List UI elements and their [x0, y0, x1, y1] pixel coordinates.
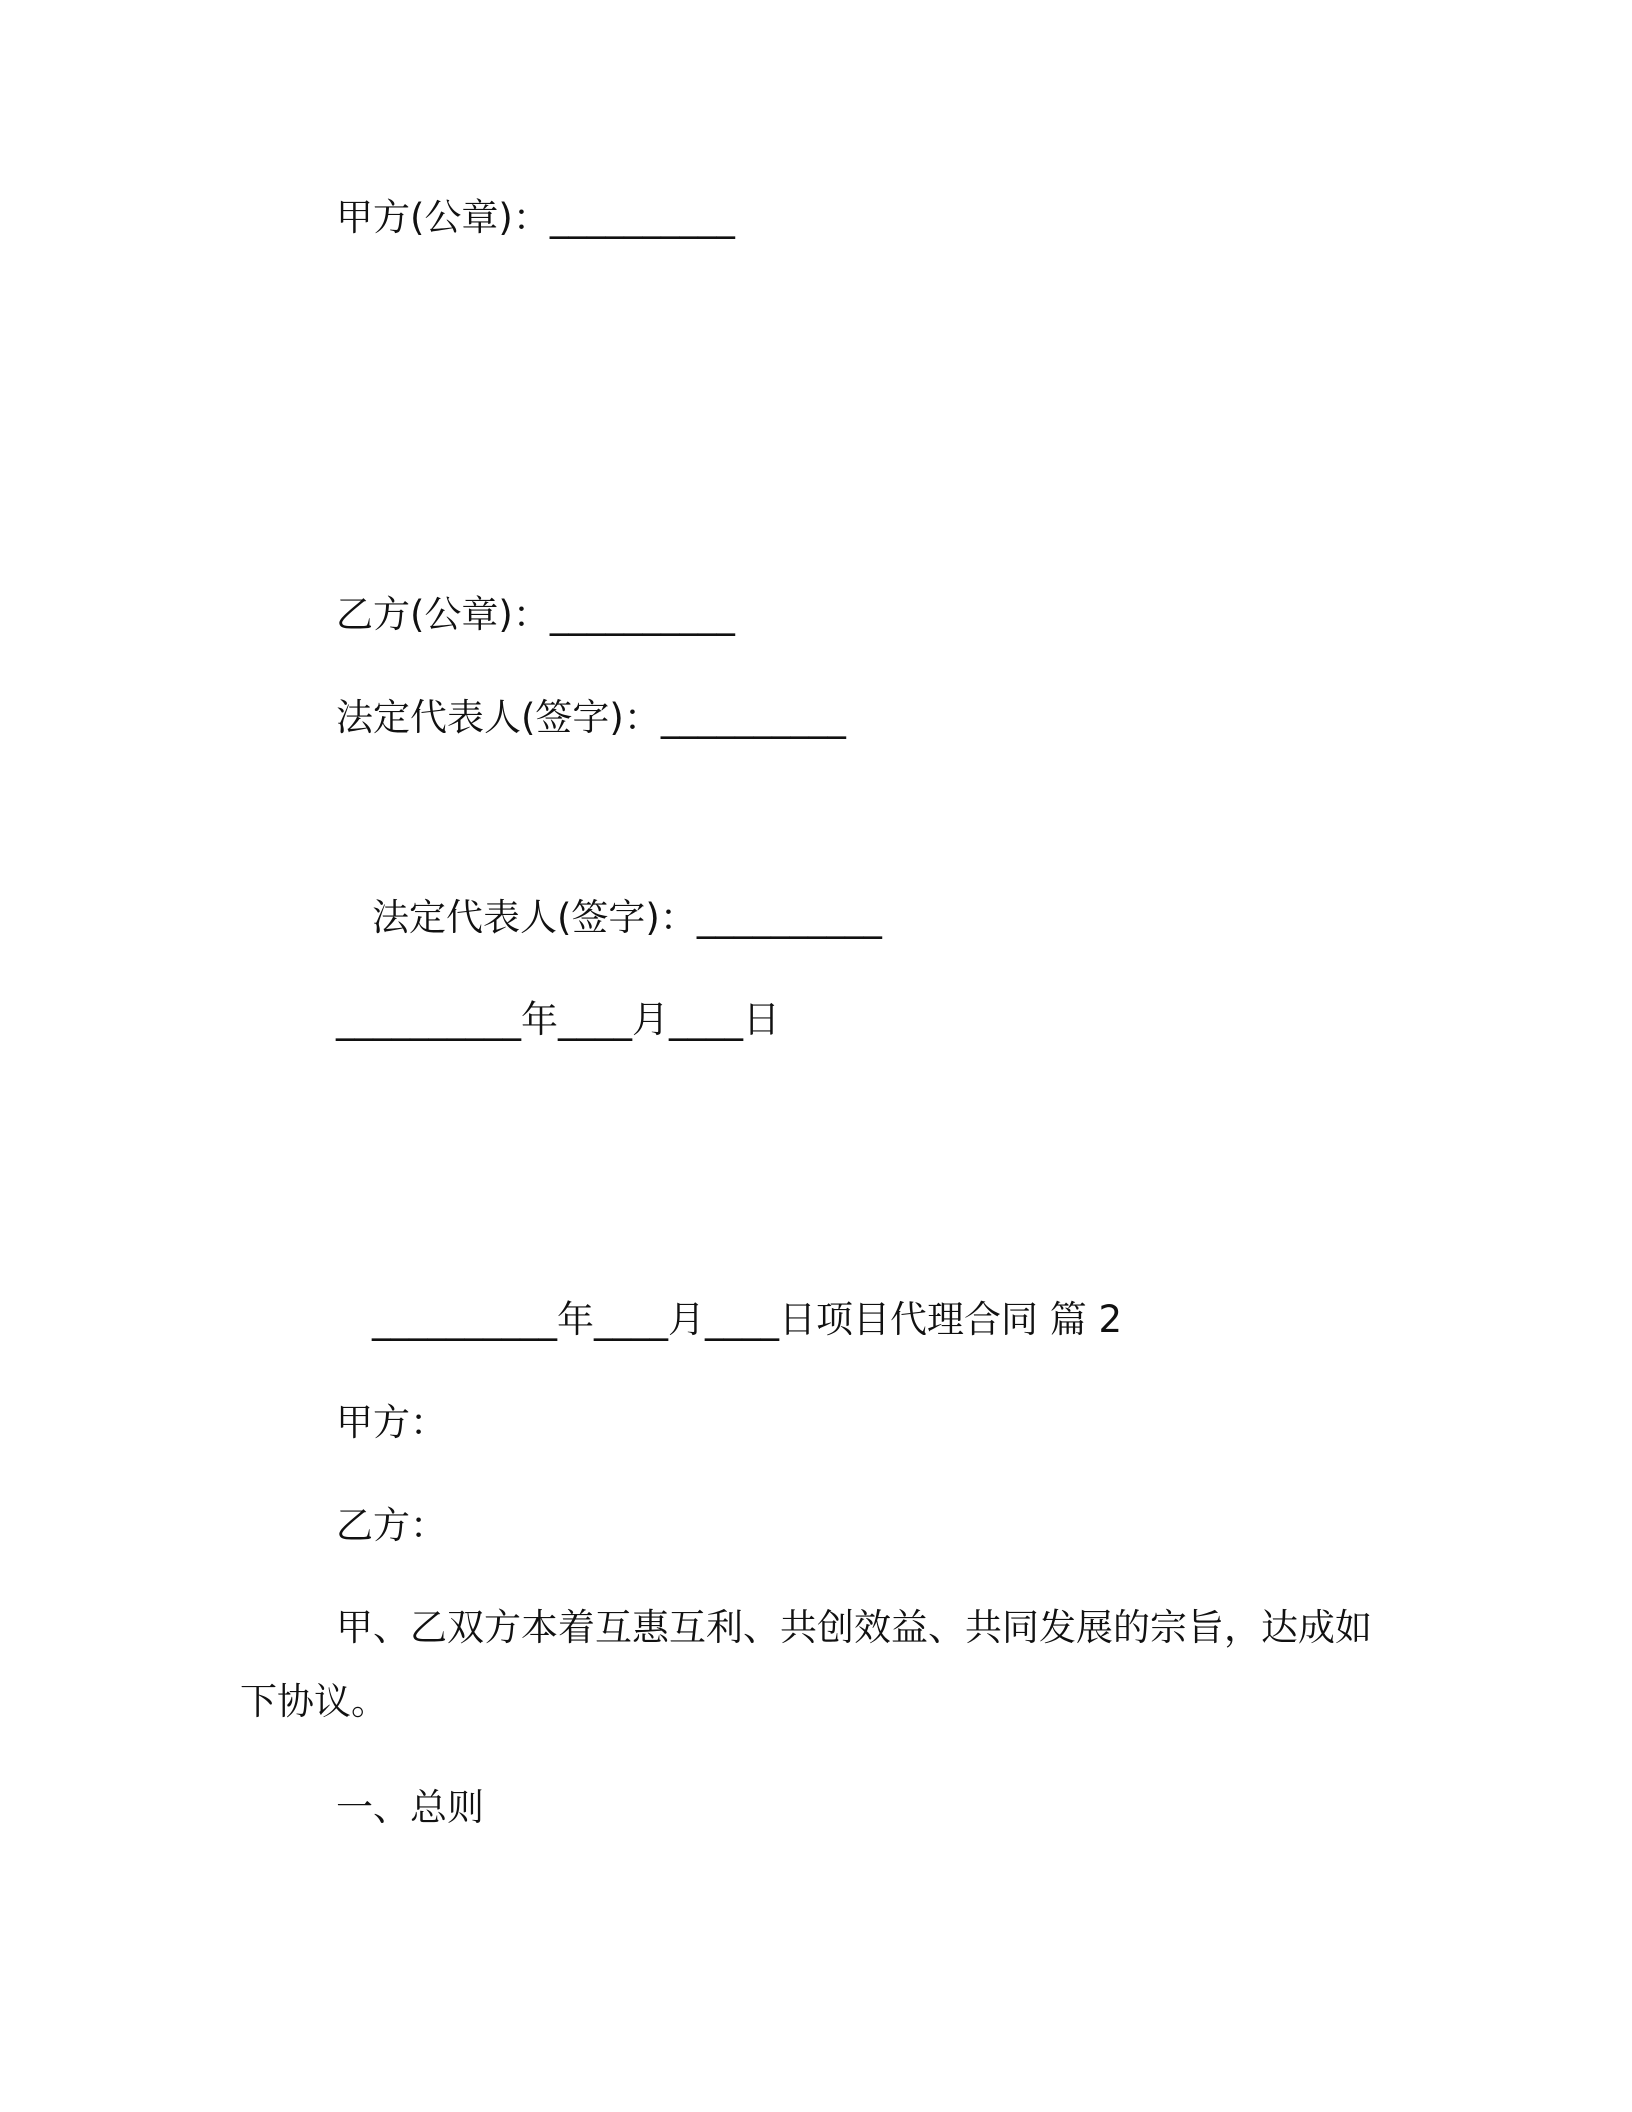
party-b-seal-line: 乙方(公章)：__________ — [336, 593, 735, 636]
section-heading-general: 一、总则 — [336, 1786, 484, 1829]
party-b-label: 乙方： — [336, 1504, 447, 1547]
preamble-paragraph: 甲、乙双方本着互惠互利、共创效益、共同发展的宗旨，达成如下协议。 — [240, 1606, 1372, 1723]
party-a-label: 甲方： — [336, 1401, 447, 1444]
party-a-seal-line: 甲方(公章)：__________ — [336, 196, 735, 239]
contract-title: __________年____月____日项目代理合同 篇 2 — [372, 1298, 1123, 1341]
date-line: __________年____月____日 — [336, 998, 780, 1041]
legal-representative-signature-line-2: 法定代表人(签字)：__________ — [372, 896, 882, 939]
legal-representative-signature-line: 法定代表人(签字)：__________ — [336, 696, 846, 739]
